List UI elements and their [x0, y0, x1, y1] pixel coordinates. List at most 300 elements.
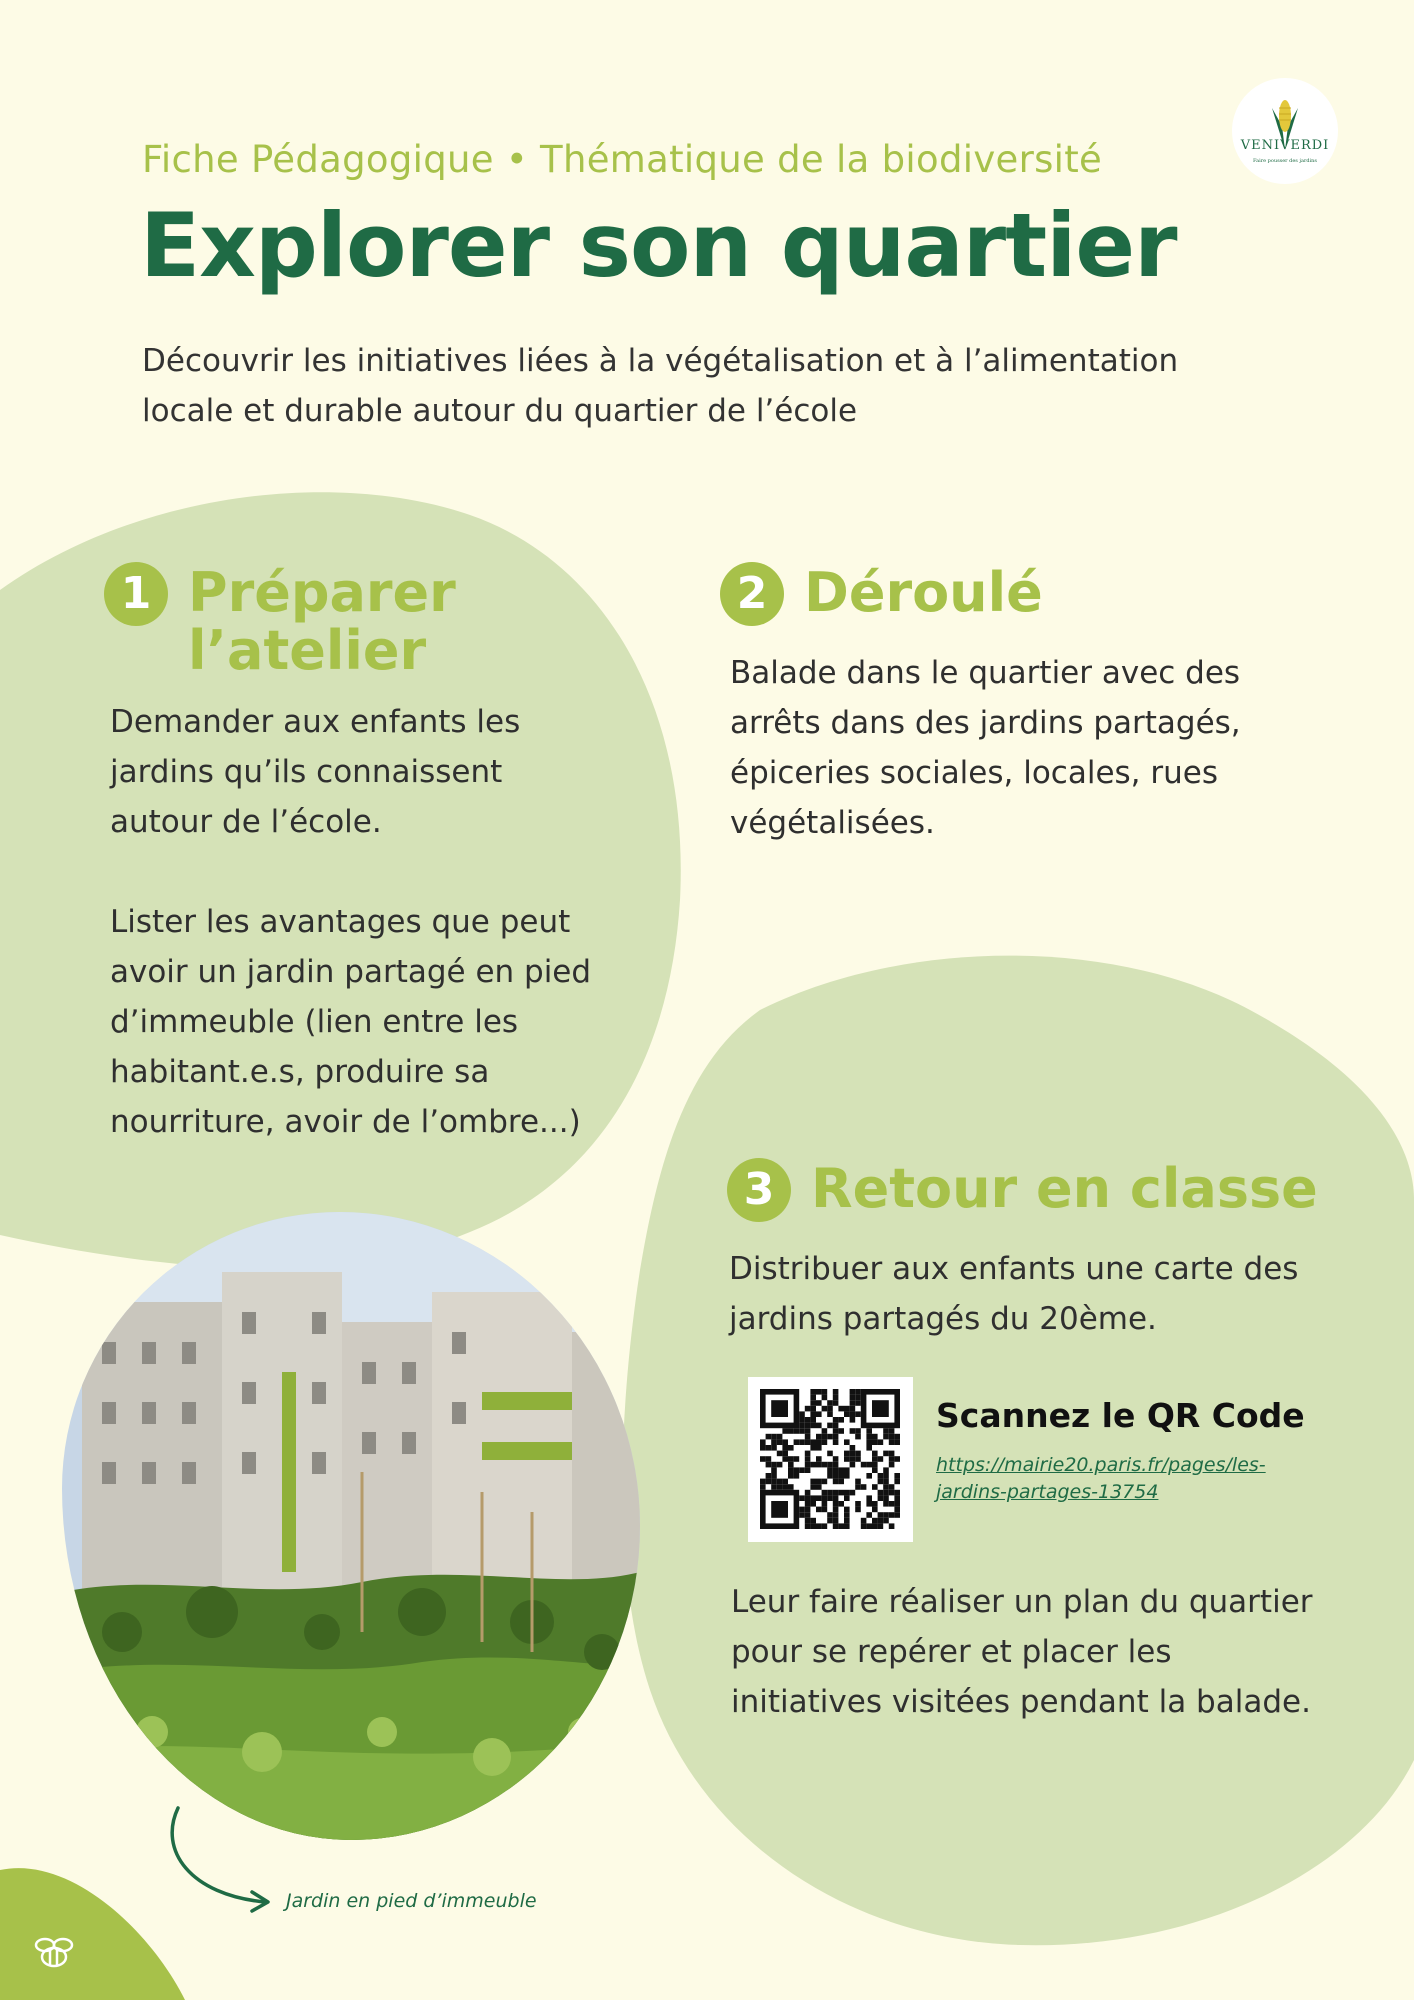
qr-module	[805, 1467, 811, 1473]
qr-module	[771, 1484, 777, 1490]
qr-module	[777, 1439, 783, 1445]
qr-module	[850, 1389, 856, 1395]
qr-module	[810, 1411, 816, 1417]
qr-module	[805, 1501, 811, 1507]
qr-module	[883, 1467, 889, 1473]
veniverdi-logo	[1232, 78, 1338, 184]
qr-module	[822, 1406, 828, 1412]
body-line: Leur faire réaliser un plan du quartier	[731, 1584, 1313, 1620]
qr-module	[878, 1456, 884, 1462]
qr-module	[833, 1473, 839, 1479]
qr-module	[766, 1445, 772, 1451]
qr-link-line: jardins-partages-13754	[936, 1481, 1159, 1503]
qr-module	[788, 1462, 794, 1468]
qr-module	[855, 1411, 861, 1417]
qr-module	[827, 1462, 833, 1468]
corn-icon	[1232, 78, 1338, 184]
qr-module	[794, 1439, 800, 1445]
qr-module	[805, 1456, 811, 1462]
qr-module	[816, 1411, 822, 1417]
qr-module	[827, 1473, 833, 1479]
section-1-body	[110, 697, 670, 1147]
qr-module	[805, 1439, 811, 1445]
qr-module	[771, 1445, 777, 1451]
qr-module	[883, 1484, 889, 1490]
qr-module	[799, 1423, 805, 1429]
qr-module	[878, 1490, 884, 1496]
page-title: Explorer son quartier	[140, 194, 1177, 297]
qr-module	[850, 1417, 856, 1423]
qr-module	[822, 1395, 828, 1401]
logo-tagline: Faire pousser des jardins	[1253, 158, 1317, 164]
qr-module	[833, 1490, 839, 1496]
qr-module	[816, 1445, 822, 1451]
body-line: nourriture, avoir de l’ombre...)	[110, 1104, 581, 1140]
qr-module	[883, 1490, 889, 1496]
qr-module	[844, 1439, 850, 1445]
intro-line: Découvrir les initiatives liées à la végétalisation et à l’alimentation	[142, 343, 1179, 379]
qr-module	[805, 1462, 811, 1468]
qr-module	[872, 1451, 878, 1457]
qr-module	[833, 1434, 839, 1440]
qr-module	[894, 1512, 900, 1518]
qr-module	[833, 1439, 839, 1445]
qr-module	[782, 1428, 788, 1434]
qr-module	[822, 1490, 828, 1496]
qr-module	[816, 1523, 822, 1529]
qr-module	[833, 1389, 839, 1395]
qr-module	[838, 1417, 844, 1423]
qr-module	[760, 1484, 766, 1490]
heading-line: l’atelier	[188, 619, 427, 682]
qr-module	[894, 1490, 900, 1496]
qr-module	[771, 1462, 777, 1468]
qr-module	[866, 1495, 872, 1501]
qr-module	[805, 1490, 811, 1496]
qr-module	[788, 1428, 794, 1434]
qr-module	[766, 1434, 772, 1440]
qr-module	[872, 1456, 878, 1462]
qr-module	[816, 1495, 822, 1501]
qr-module	[850, 1428, 856, 1434]
qr-module	[771, 1439, 777, 1445]
qr-module	[833, 1523, 839, 1529]
qr-module	[833, 1479, 839, 1485]
qr-module	[816, 1389, 822, 1395]
qr-module	[799, 1512, 805, 1518]
qr-module	[866, 1473, 872, 1479]
qr-module	[844, 1411, 850, 1417]
qr-module	[883, 1428, 889, 1434]
section-3-heading: Retour en classe	[811, 1157, 1318, 1220]
qr-module	[760, 1456, 766, 1462]
body-line: végétalisées.	[730, 805, 935, 841]
qr-finder	[763, 1493, 797, 1527]
qr-module	[844, 1495, 850, 1501]
qr-finder	[763, 1392, 797, 1426]
qr-module	[799, 1439, 805, 1445]
qr-module	[878, 1495, 884, 1501]
qr-module	[822, 1479, 828, 1485]
qr-module	[816, 1462, 822, 1468]
qr-module	[822, 1501, 828, 1507]
qr-module	[850, 1456, 856, 1462]
qr-module	[894, 1501, 900, 1507]
qr-module	[760, 1479, 766, 1485]
body-line: épiceries sociales, locales, rues	[730, 755, 1219, 791]
qr-module	[850, 1445, 856, 1451]
qr-module	[866, 1512, 872, 1518]
qr-module	[799, 1467, 805, 1473]
qr-module	[894, 1439, 900, 1445]
qr-module	[866, 1434, 872, 1440]
qr-module	[844, 1512, 850, 1518]
qr-module	[805, 1451, 811, 1457]
qr-module	[889, 1490, 895, 1496]
qr-module	[777, 1434, 783, 1440]
qr-module	[889, 1484, 895, 1490]
body-line: Lister les avantages que peut	[110, 904, 571, 940]
qr-module	[844, 1451, 850, 1457]
qr-module	[833, 1495, 839, 1501]
qr-module	[777, 1484, 783, 1490]
qr-module	[883, 1434, 889, 1440]
qr-module	[799, 1507, 805, 1513]
qr-module	[810, 1423, 816, 1429]
qr-module	[844, 1490, 850, 1496]
qr-module	[816, 1423, 822, 1429]
qr-module	[889, 1456, 895, 1462]
qr-module	[878, 1479, 884, 1485]
qr-module	[799, 1495, 805, 1501]
qr-finder	[864, 1392, 898, 1426]
qr-module	[872, 1501, 878, 1507]
qr-module	[894, 1495, 900, 1501]
qr-module	[850, 1462, 856, 1468]
qr-module	[833, 1518, 839, 1524]
body-line: d’immeuble (lien entre les	[110, 1004, 519, 1040]
page-subtitle: Fiche Pédagogique • Thématique de la biodiversité	[142, 138, 1103, 181]
qr-module	[827, 1411, 833, 1417]
qr-module	[766, 1479, 772, 1485]
qr-module	[838, 1501, 844, 1507]
qr-module	[833, 1467, 839, 1473]
qr-module	[794, 1428, 800, 1434]
qr-module	[894, 1473, 900, 1479]
logo-name: VENIVERDI	[1240, 138, 1330, 153]
qr-module	[805, 1512, 811, 1518]
qr-module	[771, 1434, 777, 1440]
qr-module	[894, 1479, 900, 1485]
qr-module	[861, 1518, 867, 1524]
qr-module	[855, 1395, 861, 1401]
qr-module	[855, 1501, 861, 1507]
step-number-2: 2	[720, 562, 784, 626]
qr-module	[855, 1507, 861, 1513]
qr-module	[827, 1423, 833, 1429]
qr-module	[866, 1462, 872, 1468]
qr-module	[760, 1439, 766, 1445]
qr-module	[850, 1400, 856, 1406]
qr-module	[766, 1456, 772, 1462]
qr-module	[822, 1507, 828, 1513]
qr-module	[878, 1518, 884, 1524]
qr-module	[838, 1428, 844, 1434]
qr-module	[889, 1451, 895, 1457]
qr-module	[788, 1467, 794, 1473]
qr-module	[838, 1406, 844, 1412]
qr-module	[894, 1507, 900, 1513]
qr-module	[850, 1451, 856, 1457]
qr-module	[844, 1406, 850, 1412]
qr-module	[844, 1518, 850, 1524]
body-line: Distribuer aux enfants une carte des	[729, 1251, 1299, 1287]
qr-module	[833, 1400, 839, 1406]
qr-module	[833, 1501, 839, 1507]
qr-module	[822, 1523, 828, 1529]
qr-module	[889, 1434, 895, 1440]
qr-module	[777, 1451, 783, 1457]
qr-module	[855, 1389, 861, 1395]
qr-module	[855, 1456, 861, 1462]
qr-module	[850, 1411, 856, 1417]
qr-module	[771, 1479, 777, 1485]
qr-module	[805, 1507, 811, 1513]
qr-module	[844, 1456, 850, 1462]
qr-module	[833, 1428, 839, 1434]
qr-module	[889, 1428, 895, 1434]
qr-module	[883, 1479, 889, 1485]
qr-module	[788, 1484, 794, 1490]
heading-line: Préparer	[188, 561, 456, 624]
section-2-body	[730, 648, 1350, 848]
qr-module	[788, 1473, 794, 1479]
body-line: jardins qu’ils connaissent	[110, 754, 503, 790]
qr-module	[805, 1406, 811, 1412]
qr-module	[883, 1473, 889, 1479]
qr-module	[771, 1473, 777, 1479]
qr-module	[872, 1467, 878, 1473]
qr-module	[810, 1406, 816, 1412]
qr-module	[844, 1473, 850, 1479]
qr-module	[866, 1523, 872, 1529]
qr-module	[866, 1428, 872, 1434]
qr-module	[850, 1395, 856, 1401]
qr-module	[794, 1473, 800, 1479]
qr-module	[850, 1406, 856, 1412]
qr-module	[889, 1501, 895, 1507]
qr-module	[827, 1512, 833, 1518]
qr-module	[760, 1445, 766, 1451]
qr-module	[861, 1523, 867, 1529]
qr-module	[855, 1451, 861, 1457]
qr-module	[805, 1523, 811, 1529]
qr-module	[827, 1434, 833, 1440]
qr-module	[883, 1451, 889, 1457]
qr-module	[799, 1417, 805, 1423]
body-line: pour se repérer et placer les	[731, 1634, 1172, 1670]
qr-module	[822, 1462, 828, 1468]
qr-module	[810, 1479, 816, 1485]
qr-module	[872, 1484, 878, 1490]
qr-module	[827, 1467, 833, 1473]
qr-module	[889, 1523, 895, 1529]
intro-line: locale et durable autour du quartier de l’école	[142, 393, 858, 429]
qr-module	[855, 1428, 861, 1434]
qr-module	[833, 1417, 839, 1423]
qr-module	[782, 1479, 788, 1485]
qr-module	[889, 1462, 895, 1468]
body-line: jardins partagés du 20ème.	[729, 1301, 1157, 1337]
qr-module	[866, 1501, 872, 1507]
photo-caption: Jardin en pied d’immeuble	[286, 1890, 537, 1912]
qr-module	[872, 1518, 878, 1524]
qr-module	[782, 1445, 788, 1451]
qr-title: Scannez le QR Code	[936, 1396, 1305, 1435]
qr-module	[816, 1456, 822, 1462]
qr-module	[844, 1467, 850, 1473]
qr-module	[878, 1473, 884, 1479]
qr-module	[827, 1518, 833, 1524]
qr-link[interactable]	[936, 1452, 1316, 1506]
qr-module	[838, 1479, 844, 1485]
qr-module	[850, 1490, 856, 1496]
qr-module	[827, 1406, 833, 1412]
qr-module	[822, 1389, 828, 1395]
qr-module	[810, 1501, 816, 1507]
qr-module	[816, 1507, 822, 1513]
section-2-heading: Déroulé	[804, 561, 1043, 624]
qr-module	[788, 1445, 794, 1451]
qr-module	[782, 1439, 788, 1445]
qr-module	[777, 1462, 783, 1468]
qr-module	[810, 1400, 816, 1406]
body-line: Demander aux enfants les	[110, 704, 521, 740]
qr-module	[866, 1439, 872, 1445]
qr-code-image	[748, 1377, 913, 1542]
qr-module	[889, 1439, 895, 1445]
qr-module	[872, 1439, 878, 1445]
qr-module	[788, 1456, 794, 1462]
qr-module	[833, 1512, 839, 1518]
qr-module	[855, 1434, 861, 1440]
qr-module	[833, 1456, 839, 1462]
qr-module	[838, 1490, 844, 1496]
qr-module	[810, 1518, 816, 1524]
qr-module	[855, 1484, 861, 1490]
qr-module	[822, 1439, 828, 1445]
body-line: avoir un jardin partagé en pied	[110, 954, 592, 990]
qr-module	[872, 1434, 878, 1440]
qr-module	[833, 1462, 839, 1468]
qr-module	[782, 1456, 788, 1462]
qr-module	[816, 1400, 822, 1406]
qr-module	[827, 1451, 833, 1457]
body-line: arrêts dans des jardins partagés,	[730, 705, 1241, 741]
qr-module	[810, 1462, 816, 1468]
qr-module	[822, 1428, 828, 1434]
qr-module	[889, 1512, 895, 1518]
qr-module	[838, 1467, 844, 1473]
qr-module	[872, 1523, 878, 1529]
qr-module	[844, 1507, 850, 1513]
section-3-body-top	[729, 1244, 1369, 1344]
body-line: autour de l’école.	[110, 804, 382, 840]
qr-module	[861, 1484, 867, 1490]
qr-module	[894, 1456, 900, 1462]
qr-module	[810, 1439, 816, 1445]
qr-module	[810, 1395, 816, 1401]
corner-shape	[0, 1868, 185, 2000]
qr-module	[844, 1523, 850, 1529]
section-1-heading	[188, 561, 456, 682]
qr-module	[782, 1451, 788, 1457]
step-number-3: 3	[727, 1158, 791, 1222]
qr-module	[878, 1523, 884, 1529]
qr-module	[833, 1423, 839, 1429]
qr-code[interactable]	[748, 1377, 913, 1542]
qr-module	[771, 1467, 777, 1473]
qr-module	[838, 1523, 844, 1529]
blob-section-3	[623, 956, 1414, 1946]
qr-module	[883, 1495, 889, 1501]
qr-module	[766, 1473, 772, 1479]
qr-module	[822, 1434, 828, 1440]
intro-text	[142, 336, 1242, 436]
qr-module	[883, 1512, 889, 1518]
qr-module	[827, 1400, 833, 1406]
qr-module	[872, 1507, 878, 1513]
qr-module	[883, 1518, 889, 1524]
qr-module	[855, 1400, 861, 1406]
qr-module	[799, 1428, 805, 1434]
qr-link-line: https://mairie20.paris.fr/pages/les-	[936, 1454, 1266, 1476]
qr-module	[878, 1512, 884, 1518]
qr-module	[816, 1479, 822, 1485]
qr-module	[810, 1523, 816, 1529]
qr-module	[833, 1507, 839, 1513]
qr-module	[855, 1479, 861, 1485]
arrow-curve	[172, 1808, 265, 1902]
qr-module	[810, 1389, 816, 1395]
section-3-body-bottom	[731, 1577, 1371, 1727]
qr-module	[872, 1462, 878, 1468]
qr-module	[861, 1462, 867, 1468]
qr-module	[805, 1495, 811, 1501]
qr-module	[805, 1417, 811, 1423]
qr-module	[822, 1495, 828, 1501]
qr-module	[766, 1462, 772, 1468]
qr-module	[810, 1445, 816, 1451]
qr-module	[883, 1501, 889, 1507]
qr-module	[810, 1484, 816, 1490]
qr-module	[878, 1439, 884, 1445]
step-number-1: 1	[104, 562, 168, 626]
qr-module	[833, 1395, 839, 1401]
qr-module	[777, 1479, 783, 1485]
qr-module	[827, 1490, 833, 1496]
body-line: Balade dans le quartier avec des	[730, 655, 1241, 691]
body-line: habitant.e.s, produire sa	[110, 1054, 490, 1090]
qr-module	[805, 1423, 811, 1429]
qr-module	[866, 1445, 872, 1451]
qr-module	[782, 1484, 788, 1490]
qr-module	[810, 1417, 816, 1423]
qr-module	[805, 1434, 811, 1440]
qr-module	[827, 1495, 833, 1501]
qr-module	[794, 1456, 800, 1462]
qr-module	[805, 1428, 811, 1434]
